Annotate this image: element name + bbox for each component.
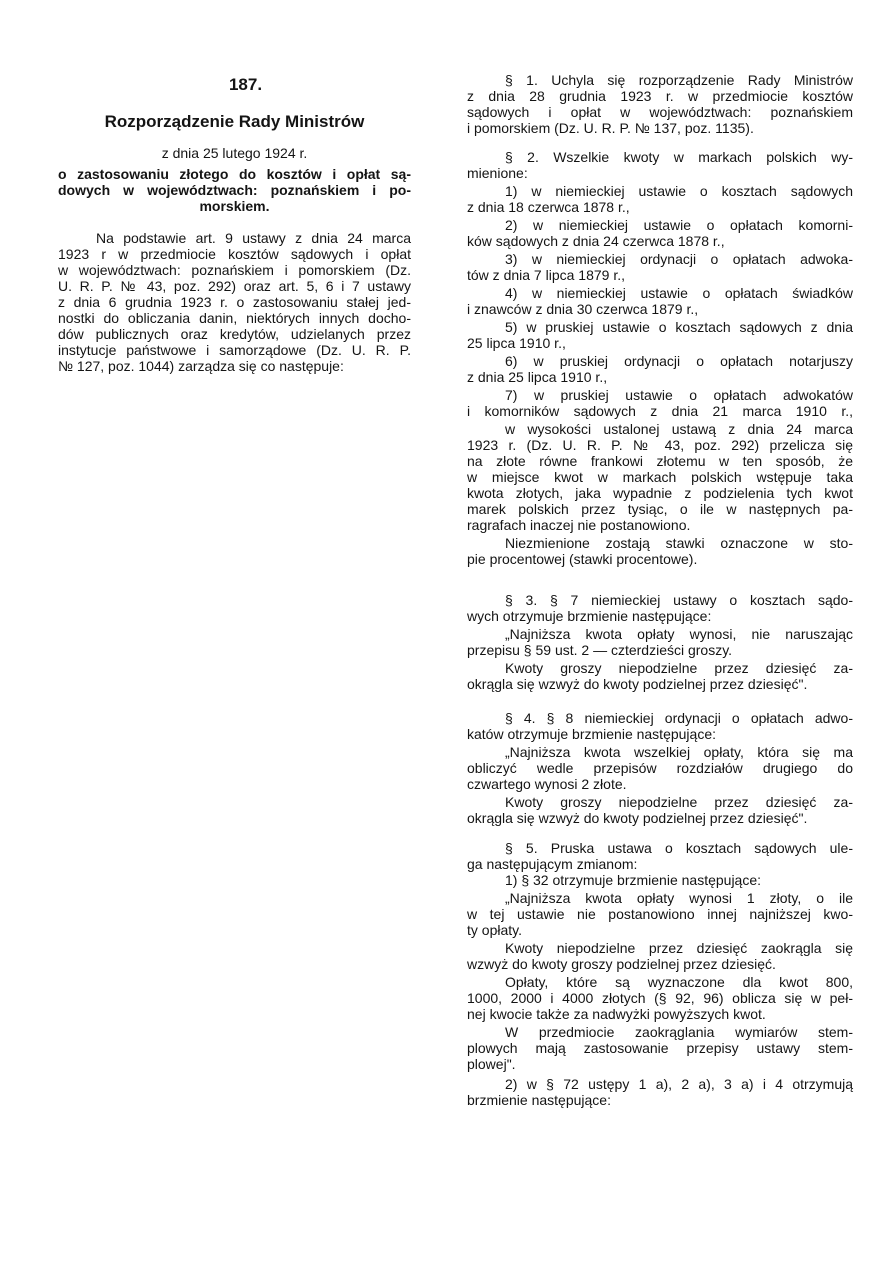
text-line: ga następującym zmianom:: [467, 856, 638, 872]
preamble-line: nostki do obliczania danin, niektórych innych docho-: [58, 310, 411, 326]
text-line: 1923 r. (Dz. U. R. P. № 43, poz. 292) przelicza się: [467, 437, 853, 453]
preamble-line: U. R. P. № 43, poz. 292) oraz art. 5, 6 i 7 ustawy: [58, 278, 411, 294]
text-line: plowych mają zastosowanie przepisy ustawy stem-: [467, 1040, 853, 1056]
text-line: wzwyż do kwoty groszy podzielnej przez dziesięć.: [467, 956, 776, 972]
text-line: 7) w pruskiej ustawie o opłatach adwokatów: [505, 387, 853, 403]
subject-line: dowych w województwach: poznańskiem i po-: [58, 182, 411, 198]
text-line: okrągla się wzwyż do kwoty podzielnej przez dziesięć".: [467, 676, 808, 692]
text-line: tów z dnia 7 lipca 1879 r.,: [467, 267, 625, 283]
text-line: brzmienie następujące:: [467, 1092, 611, 1108]
text-line: § 3. § 7 niemieckiej ustawy o kosztach sądo-: [505, 592, 853, 608]
preamble-line: № 127, poz. 1044) zarządza się co następuje:: [58, 358, 344, 374]
text-line: § 4. § 8 niemieckiej ordynacji o opłatach adwo-: [505, 710, 853, 726]
text-line: „Najniższa kwota opłaty wynosi 1 złoty, o ile: [505, 890, 853, 906]
section-5: [467, 840, 853, 1108]
text-line: plowej".: [467, 1056, 516, 1072]
text-line: wych otrzymuje brzmienie następujące:: [467, 608, 712, 624]
text-line: nej kwocie także za nadwyżki powyższych kwot.: [467, 1006, 766, 1022]
text-line: na złote równe frankowi złotemu w ten sposób, że: [467, 453, 853, 469]
preamble-line: Na podstawie art. 9 ustawy z dnia 24 marca: [96, 230, 411, 246]
text-line: i znawców z dnia 30 czerwca 1879 r.,: [467, 301, 699, 317]
text-line: Kwoty niepodzielne przez dziesięć zaokrągla się: [505, 940, 853, 956]
text-line: 1) § 32 otrzymuje brzmienie następujące:: [505, 872, 762, 888]
text-line: ragrafach inaczej nie postanowiono.: [467, 517, 691, 533]
preamble: [58, 230, 411, 374]
text-line: mienione:: [467, 165, 528, 181]
text-line: § 5. Pruska ustawa o kosztach sądowych ule-: [505, 840, 853, 856]
text-line: okrągla się wzwyż do kwoty podzielnej przez dziesięć".: [467, 810, 808, 826]
section-3: [467, 592, 853, 692]
text-line: i komorników sądowych z dnia 21 marca 1910 r.,: [467, 403, 853, 419]
subject-line: o zastosowaniu złotego do kosztów i opłat są-: [58, 166, 411, 182]
text-line: 3) w niemieckiej ordynacji o opłatach adwoka-: [505, 251, 853, 267]
text-line: „Najniższa kwota wszelkiej opłaty, która się ma: [505, 744, 853, 760]
text-line: 5) w pruskiej ustawie o kosztach sądowych z dnia: [505, 319, 853, 335]
text-line: Niezmienione zostają stawki oznaczone w sto-: [505, 535, 853, 551]
text-line: ty opłaty.: [467, 922, 522, 938]
decree-number: 187.: [228, 75, 263, 94]
text-line: Kwoty groszy niepodzielne przez dziesięć za-: [505, 794, 853, 810]
text-line: i pomorskiem (Dz. U. R. P. № 137, poz. 1135).: [467, 120, 754, 136]
decree-subject: [58, 166, 411, 214]
text-line: ków sądowych z dnia 24 czerwca 1878 r.,: [467, 233, 725, 249]
text-line: 1000, 2000 i 4000 złotych (§ 92, 96) oblicza się w peł-: [467, 990, 853, 1006]
text-line: W przedmiocie zaokrąglania wymiarów stem-: [505, 1024, 853, 1040]
text-line: „Najniższa kwota opłaty wynosi, nie naruszając: [505, 626, 853, 642]
text-line: 2) w § 72 ustępy 1 a), 2 a), 3 a) i 4 otrzymują: [505, 1076, 853, 1092]
text-line: katów otrzymuje brzmienie następujące:: [467, 726, 717, 742]
preamble-line: z dnia 6 grudnia 1923 r. o zastosowaniu stałej jed-: [58, 294, 411, 310]
section-2: [467, 149, 853, 567]
preamble-line: 1923 r w przedmiocie kosztów sądowych i opłat: [58, 246, 411, 262]
text-line: obliczyć wedle przepisów rozdziałów drugiego do: [467, 760, 853, 776]
text-line: Kwoty groszy niepodzielne przez dziesięć za-: [505, 660, 853, 676]
text-line: pie procentowej (stawki procentowe).: [467, 551, 698, 567]
text-line: w wysokości ustalonej ustawą z dnia 24 marca: [505, 421, 853, 437]
text-line: 2) w niemieckiej ustawie o opłatach komorni-: [505, 217, 853, 233]
text-line: 25 lipca 1910 r.,: [467, 335, 566, 351]
preamble-line: instytucje państwowe i samorządowe (Dz. U. R. P.: [58, 342, 411, 358]
text-line: z dnia 28 grudnia 1923 r. w przedmiocie kosztów: [467, 88, 853, 104]
text-line: sądowych i opłat w województwach: poznańskiem: [467, 104, 853, 120]
section-4: [467, 710, 853, 826]
preamble-line: dów publicznych oraz kredytów, udzielanych przez: [58, 326, 411, 342]
text-line: Opłaty, które są wyznaczone dla kwot 800,: [505, 974, 853, 990]
section-1: [467, 72, 853, 136]
text-line: § 1. Uchyla się rozporządzenie Rady Ministrów: [505, 72, 853, 88]
preamble-line: w województwach: poznańskiem i pomorskiem (Dz.: [58, 262, 411, 278]
decree-date: z dnia 25 lutego 1924 r.: [161, 145, 308, 161]
text-line: z dnia 25 lipca 1910 r.,: [467, 369, 608, 385]
text-line: w tej ustawie nie postanowiono innej najniższej kwo-: [467, 906, 853, 922]
text-line: 4) w niemieckiej ustawie o opłatach świadków: [505, 285, 853, 301]
text-line: przepisu § 59 ust. 2 — czterdzieści groszy.: [467, 642, 733, 658]
text-line: 6) w pruskiej ordynacji o opłatach notarjuszy: [505, 353, 853, 369]
text-line: w miejsce kwot w markach polskich wstępuje taka: [467, 469, 853, 485]
text-line: marek polskich przez tysiąc, o ile w następnych pa-: [467, 501, 853, 517]
text-line: czwartego wynosi 2 złote.: [467, 776, 627, 792]
subject-line: morskiem.: [199, 198, 270, 214]
text-line: § 2. Wszelkie kwoty w markach polskich wy-: [505, 149, 853, 165]
text-line: kwota złotych, jaka wypadnie z podzielenia tych kwot: [467, 485, 853, 501]
text-line: 1) w niemieckiej ustawie o kosztach sądowych: [505, 183, 853, 199]
text-line: z dnia 18 czerwca 1878 r.,: [467, 199, 630, 215]
decree-title: Rozporządzenie Rady Ministrów: [104, 112, 365, 131]
